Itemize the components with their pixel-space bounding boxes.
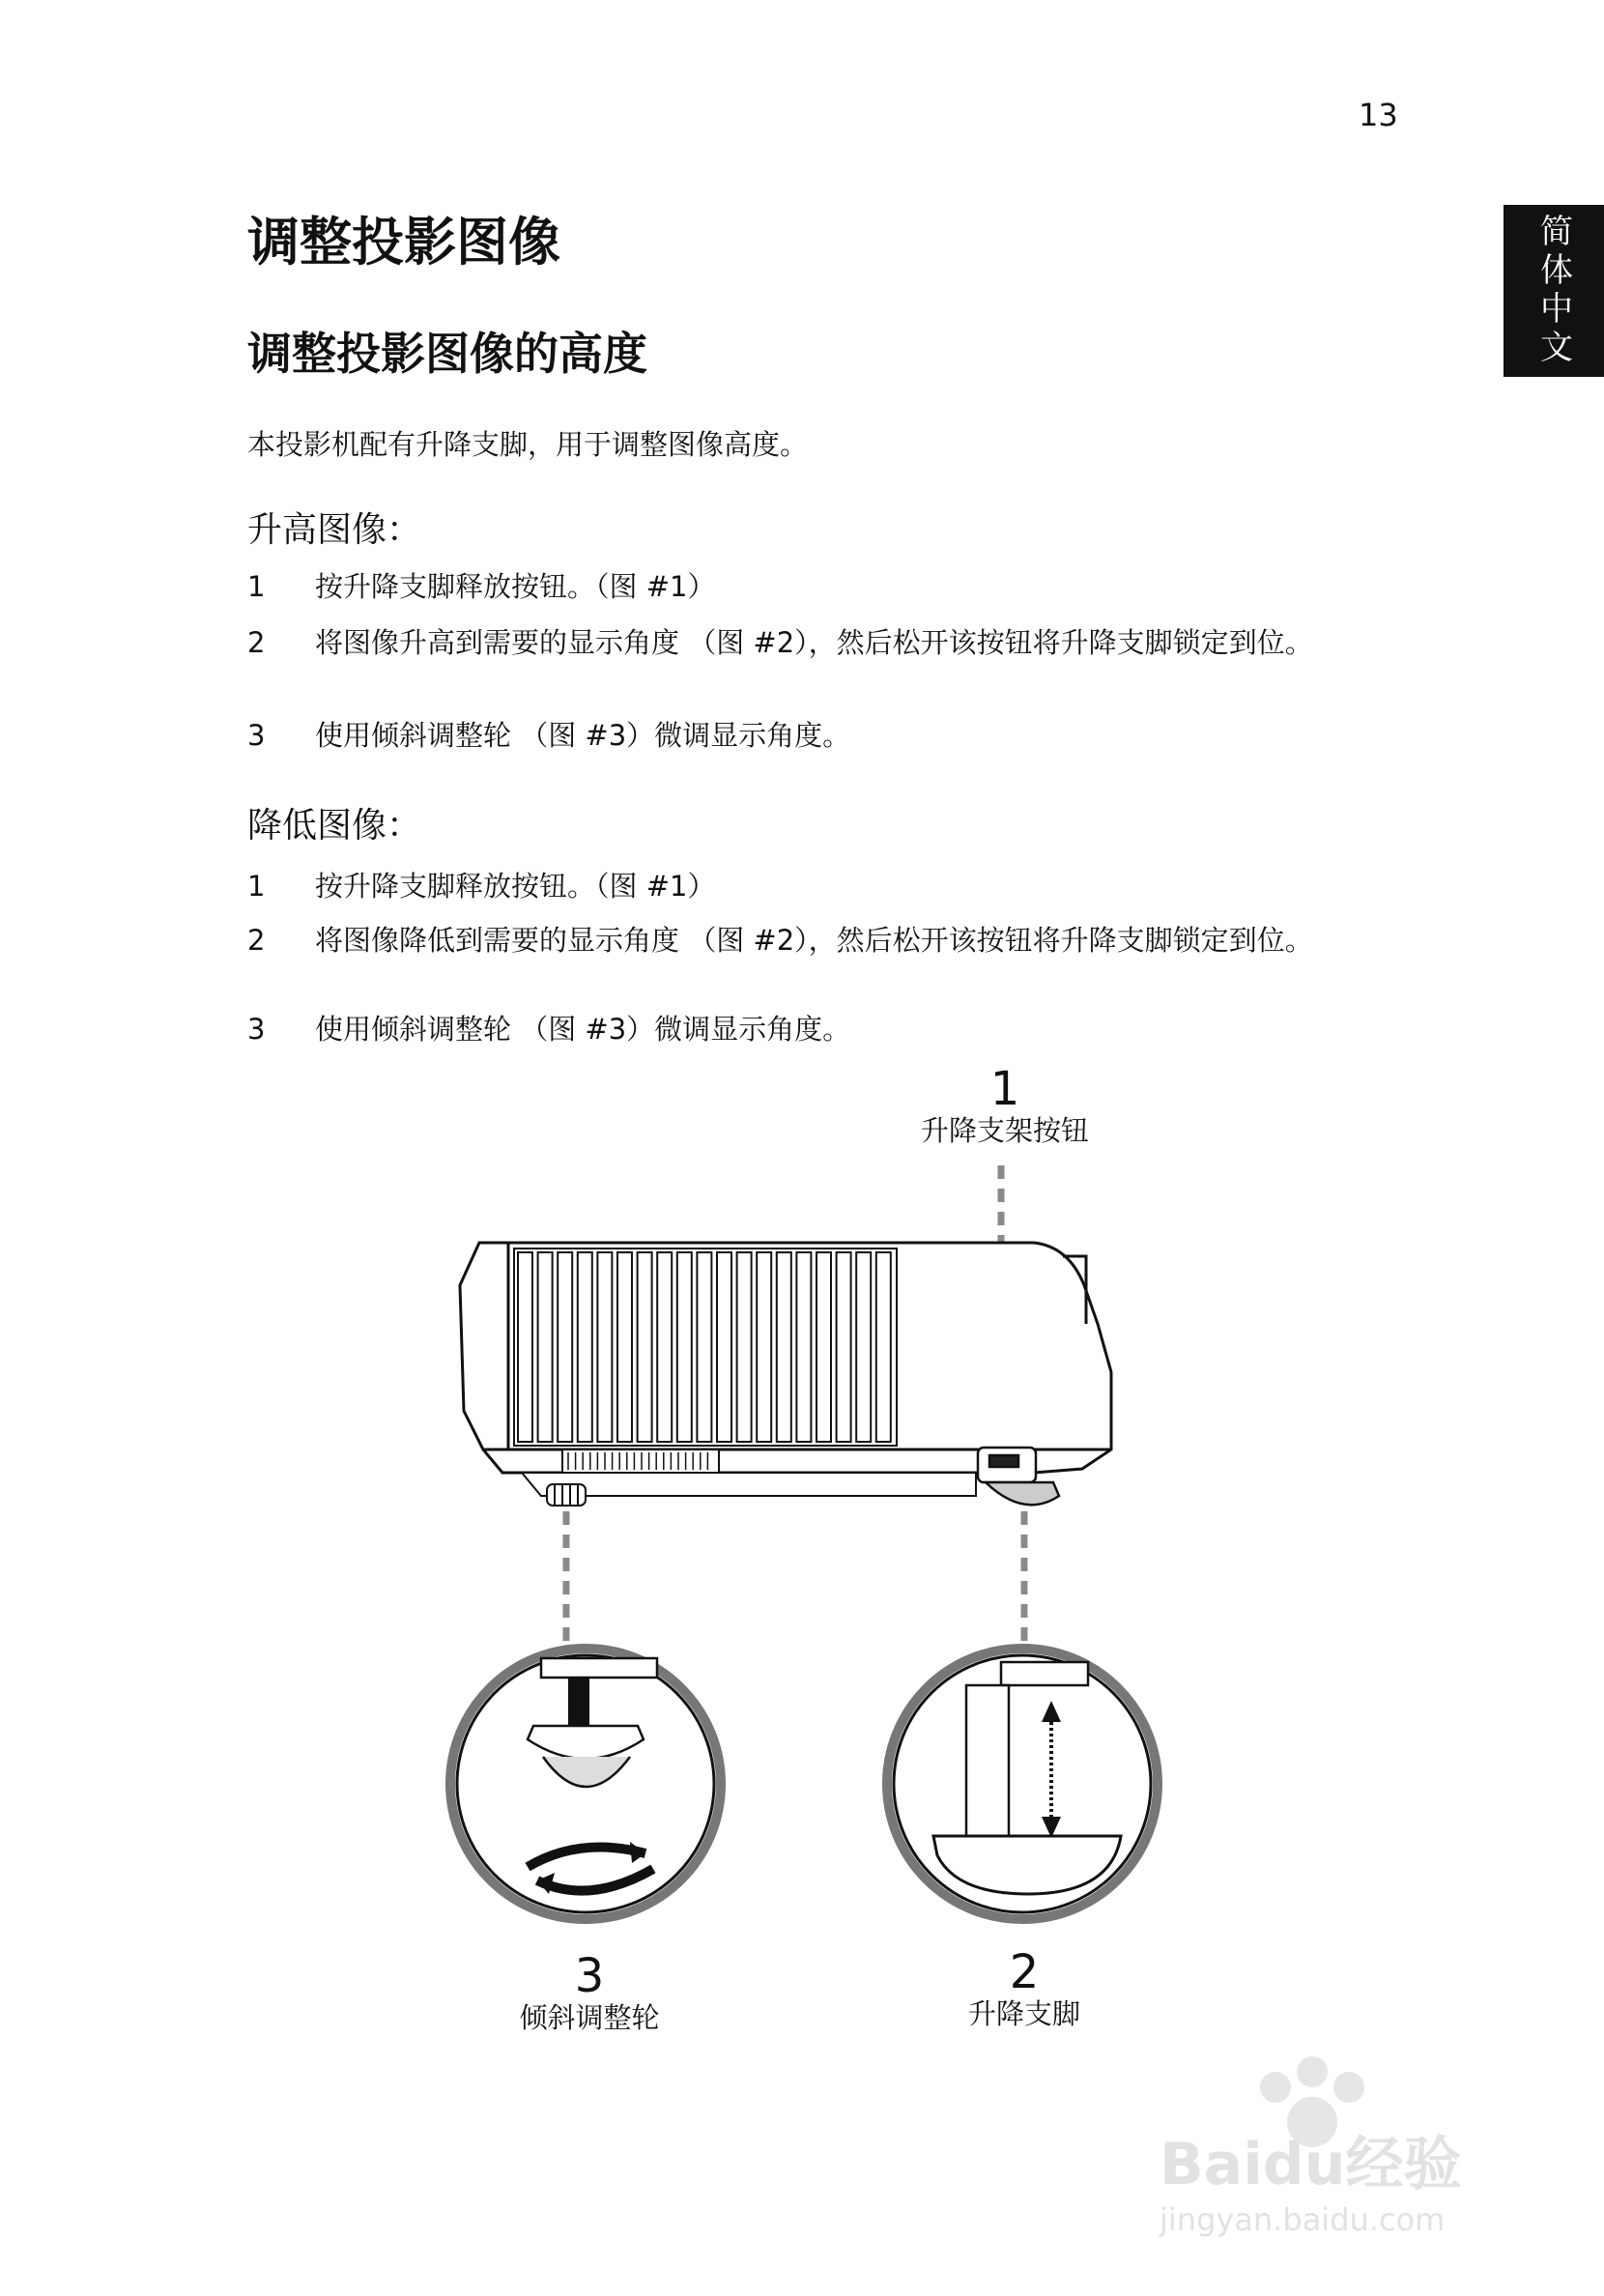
page-title: 调整投影图像 [247, 212, 560, 273]
step-text: 按升降支脚释放按钮。（图 #1） [315, 870, 716, 903]
step-number: 1 [247, 870, 266, 903]
callout-3-number: 3 [574, 1949, 605, 2003]
step-number: 3 [247, 1013, 266, 1046]
bottom-grill [562, 1449, 719, 1473]
step-text: 将图像升高到需要的显示角度 （图 #2），然后松开该按钮将升降支脚锁定到位。 [315, 626, 1313, 659]
step-number: 2 [247, 626, 266, 659]
elevator-foot-detail [887, 1649, 1158, 1919]
step-text: 使用倾斜调整轮 （图 #3）微调显示角度。 [315, 719, 851, 752]
lower-heading: 降低图像： [247, 806, 422, 846]
section-title: 调整投影图像的高度 [247, 328, 647, 380]
step-text: 按升降支脚释放按钮。（图 #1） [315, 570, 716, 603]
page-number: 13 [1359, 97, 1398, 133]
step-number: 3 [247, 719, 266, 752]
step-number: 1 [247, 570, 266, 603]
watermark-url: jingyan.baidu.com [1160, 2201, 1446, 2238]
step-text: 使用倾斜调整轮 （图 #3）微调显示角度。 [315, 1013, 851, 1046]
bottom-plate [522, 1473, 976, 1496]
step-number: 2 [247, 924, 266, 957]
callout-3-label: 倾斜调整轮 [519, 2001, 660, 2034]
callout-1-number: 1 [989, 1062, 1020, 1116]
callout-2-number: 2 [1009, 1945, 1040, 1999]
step-text: 将图像降低到需要的显示角度 （图 #2），然后松开该按钮将升降支脚锁定到位。 [315, 924, 1313, 957]
callout-2-label: 升降支脚 [967, 1997, 1080, 2030]
baidu-watermark [1140, 2029, 1546, 2242]
tilt-wheel-foot [547, 1484, 586, 1506]
tilt-wheel-detail [450, 1649, 721, 1919]
raise-heading: 升高图像： [247, 510, 422, 550]
callout-1-label: 升降支架按钮 [920, 1114, 1089, 1147]
watermark-brand: Baidu经验 [1160, 2131, 1462, 2198]
language-tab-label: 简体中文 [1533, 214, 1573, 368]
intro-paragraph: 本投影机配有升降支脚，用于调整图像高度。 [247, 428, 809, 461]
